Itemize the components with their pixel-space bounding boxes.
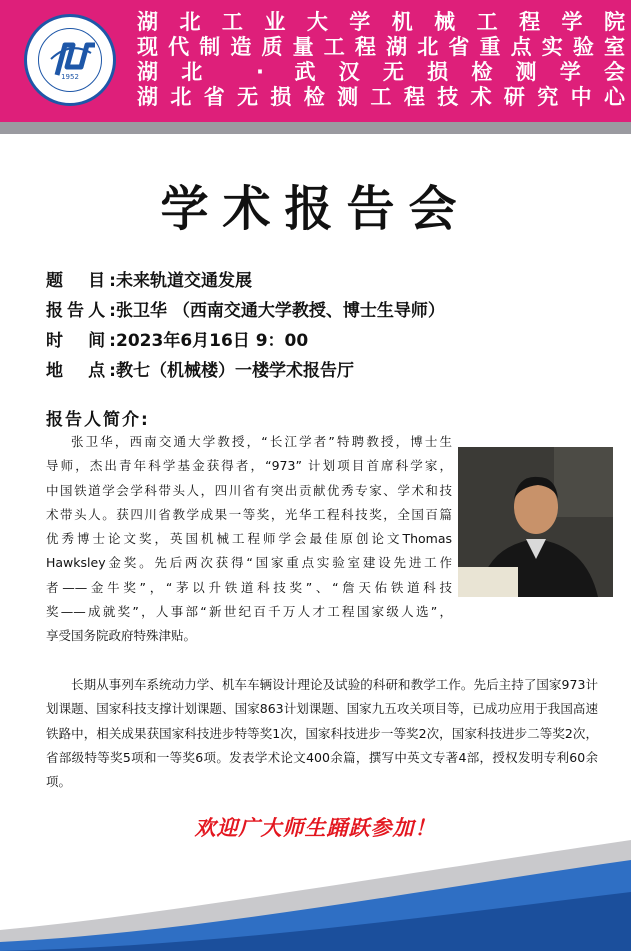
header-banner	[0, 0, 631, 122]
logo-year: 1952	[61, 73, 79, 81]
header-gray-strip	[0, 122, 631, 134]
welcome-message: 欢迎广大师生踊跃参加！	[194, 815, 437, 840]
header-lines	[137, 10, 625, 110]
bio-paragraph-2-text: 长期从事列车系统动力学、机车车辆设计理论及试验的科研和教学工作。先后主持了国家973计划课题、国家科技支撑计划课题、国家863计划课题、国家九五攻关项目等，已成功应用于我国高速铁路中，相关成果获国家科技进步特等奖1次，国家科技进步一等奖2次，国家科技进步二等奖2次，省部级特等奖5项和一等奖6项。发表学术论文400余篇，撰写中英文专著4部，授权发明专利60余项。	[46, 677, 598, 790]
info-speaker-row	[46, 296, 616, 326]
info-place-value: 教七（机械楼）一楼学术报告厅	[116, 361, 354, 381]
header-line-center: 湖北省无损检测工程技术研究中心	[137, 85, 625, 109]
bio-line: 导师，杰出青年科学基金获得者，“973” 计划项目首席科学家，	[46, 458, 452, 474]
header-line-lab: 现代制造质量工程湖北省重点实验室	[137, 35, 625, 59]
info-speaker-label: 报告人:	[46, 301, 116, 321]
info-topic-value: 未来轨道交通发展	[116, 271, 252, 291]
info-place-label: 地 点:	[46, 361, 116, 381]
bio-line: Hawksley金奖。先后两次获得“国家重点实验室建设先进工作	[46, 555, 452, 571]
info-topic-label: 题 目:	[46, 271, 116, 291]
speaker-photo	[458, 447, 613, 597]
header-line-society: 湖北 · 武汉无损检测学会	[137, 60, 625, 84]
bio-heading: 报告人简介:	[46, 410, 150, 430]
university-logo	[24, 14, 116, 106]
bio-line: 术带头人。获四川省教学成果一等奖，光华工程科技奖，全国百篇	[46, 506, 452, 522]
bio-paragraph-1	[46, 430, 452, 649]
info-place-row	[46, 356, 616, 386]
bio-line: 者——金牛奖”，“茅以升铁道科技奖”、“詹天佑铁道科技	[46, 579, 452, 595]
bio-line: 中国铁道学会学科带头人，四川省有突出贡献优秀专家、学术和技	[46, 482, 452, 498]
bio-line: 享受国务院政府特殊津贴。	[46, 628, 197, 644]
info-topic-row	[46, 266, 616, 296]
event-info	[46, 266, 616, 386]
bio-paragraph-2	[46, 673, 598, 794]
page-title: 学术报告会	[160, 181, 471, 237]
bio-line: 张卫华，西南交通大学教授，“长江学者”特聘教授，博士生	[71, 434, 452, 449]
speaker-portrait-icon	[458, 447, 613, 597]
bio-line: 奖——成就奖”，人事部“新世纪百千万人才工程国家级人选”，	[46, 604, 452, 620]
bio-line: 优秀博士论文奖，英国机械工程师学会最佳原创论文Thomas	[46, 531, 452, 547]
info-time-label: 时 间:	[46, 331, 116, 351]
info-time-value: 2023年6月16日 9：00	[116, 331, 309, 351]
header-line-school: 湖北工业大学机械工程学院	[137, 10, 625, 34]
info-time-row	[46, 326, 616, 356]
info-speaker-value: 张卫华 （西南交通大学教授、博士生导师）	[116, 301, 445, 321]
logo-emblem-icon	[27, 17, 113, 103]
